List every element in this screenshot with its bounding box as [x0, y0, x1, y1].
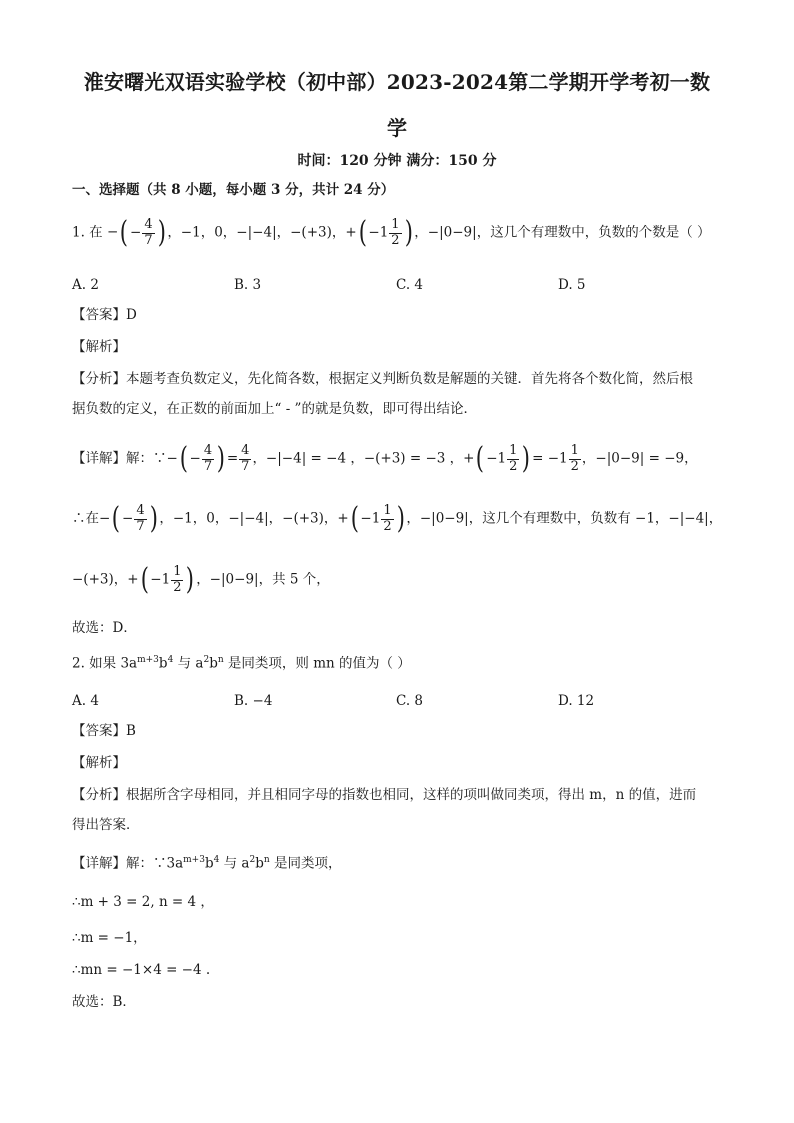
- q1-detail-line2: ∴在−( − $\frac{4}{7}$ ) ，−1，0，−|−4|，−(+3)，+( −1 $\frac{1}{2}$ ) ，−|0−9|，这几个有理数中，负数有 −1，−|−4|，: [72, 501, 723, 536]
- q2-option-a: A. 4: [72, 693, 99, 709]
- question-1-stem: 1. 在 −( − $\frac{4}{7}$ ) ，−1，0，−|−4|，−(+3)，+( −1 $\frac{1}{2}$ ) ，−|0−9|，这几个有理数中，负数的个数是（ ）: [72, 215, 711, 250]
- fraction-4-7: $\frac{4}{7}$: [203, 443, 213, 474]
- q1-answer: 【答案】D: [72, 307, 137, 323]
- q1-option-b: B. 3: [234, 277, 262, 293]
- q1-conclusion: 故选：D．: [72, 620, 137, 636]
- fraction-1-2: $\frac{1}{2}$: [383, 503, 392, 534]
- q1-option-a: A. 2: [72, 277, 99, 293]
- q1-list-end: ，−|0−9|，这几个有理数中，负数的个数是（ ）: [414, 224, 711, 241]
- q1-analysis-label: 【解析】: [72, 339, 126, 355]
- paren-right: ): [157, 215, 166, 250]
- q2-fenxi-line1: 【分析】根据所含字母相同，并且相同字母的指数也相同，这样的项叫做同类项，得出 m，n 的值，进而: [72, 787, 697, 803]
- q1-fenxi-line2: 据负数的定义，在正数的前面加上“ - ”的就是负数，即可得出结论．: [72, 401, 477, 417]
- q2-option-d: D. 12: [558, 693, 595, 709]
- exam-title: 淮安曙光双语实验学校（初中部）2023-2024第二学期开学考初一数: [83, 70, 711, 94]
- fraction-4-7: $\frac{4}{7}$: [241, 443, 250, 474]
- q1-detail-line1: 【详解】解：∵−( − $\frac{4}{7}$ ) = $\frac{4}{7}$ ，−|−4| = −4 ，−(+3) = −3 ，+( −1 $\frac{1}{2}$ ) = −1 $\frac{1}{2}$ ，−|0−9| = −9，: [72, 441, 698, 476]
- q1-minus-sign: −: [106, 224, 119, 241]
- paren-left: (: [120, 215, 129, 250]
- fraction-4-7: $\frac{4}{7}$: [136, 503, 145, 534]
- question-2-stem: 2. 如果 $3a^{m+3}b^4$ 与 $a^2b^n$ 是同类项，则 mn 的值为（ ）: [72, 655, 411, 672]
- q1-option-c: C. 4: [396, 277, 424, 293]
- q2-step2: ∴m = −1，: [72, 930, 147, 946]
- fraction-1-2: $\frac{1}{2}$: [173, 564, 182, 595]
- exam-title-continued: 学: [387, 116, 407, 140]
- exam-meta: 时间：120 分钟 满分：150 分: [297, 153, 497, 169]
- q2-detail-line1: 【详解】解：$\because 3a^{m+3}b^4$ 与 $a^2b^n$ 是同类项，: [72, 855, 342, 872]
- q2-answer: 【答案】B: [72, 723, 136, 739]
- fraction-1-2: $\frac{1}{2}$: [570, 443, 579, 474]
- fraction-1-2: $\frac{1}{2}$: [509, 443, 518, 474]
- q2-analysis-label: 【解析】: [72, 755, 126, 771]
- q2-conclusion: 故选：B．: [72, 994, 136, 1010]
- q1-fenxi-line1: 【分析】本题考查负数定义，先化简各数，根据定义判断负数是解题的关键．首先将各个数化简，然后根: [72, 371, 693, 387]
- q2-fenxi-line2: 得出答案．: [72, 817, 140, 833]
- section-heading: 一、选择题（共 8 小题，每小题 3 分，共计 24 分）: [72, 182, 395, 198]
- q1-prefix: 1. 在: [72, 224, 103, 241]
- q2-step3: ∴mn = −1×4 = −4 .: [72, 962, 211, 978]
- q1-detail-line3: −(+3)，+( −1 $\frac{1}{2}$ ) ，−|0−9|，共 5 个，: [72, 562, 330, 597]
- q2-option-c: C. 8: [396, 693, 424, 709]
- q1-list-mid: ，−1，0，−|−4|，−(+3)，+: [167, 224, 357, 241]
- q2-step1: ∴m + 3 = 2, n = 4 ，: [72, 894, 214, 910]
- q1-option-d: D. 5: [558, 277, 586, 293]
- fraction-4-7: $\frac{4}{7}$: [144, 217, 153, 248]
- q2-option-b: B. −4: [234, 693, 273, 709]
- fraction-1-2: $\frac{1}{2}$: [391, 217, 400, 248]
- q1-mixed-whole: −1: [368, 224, 389, 241]
